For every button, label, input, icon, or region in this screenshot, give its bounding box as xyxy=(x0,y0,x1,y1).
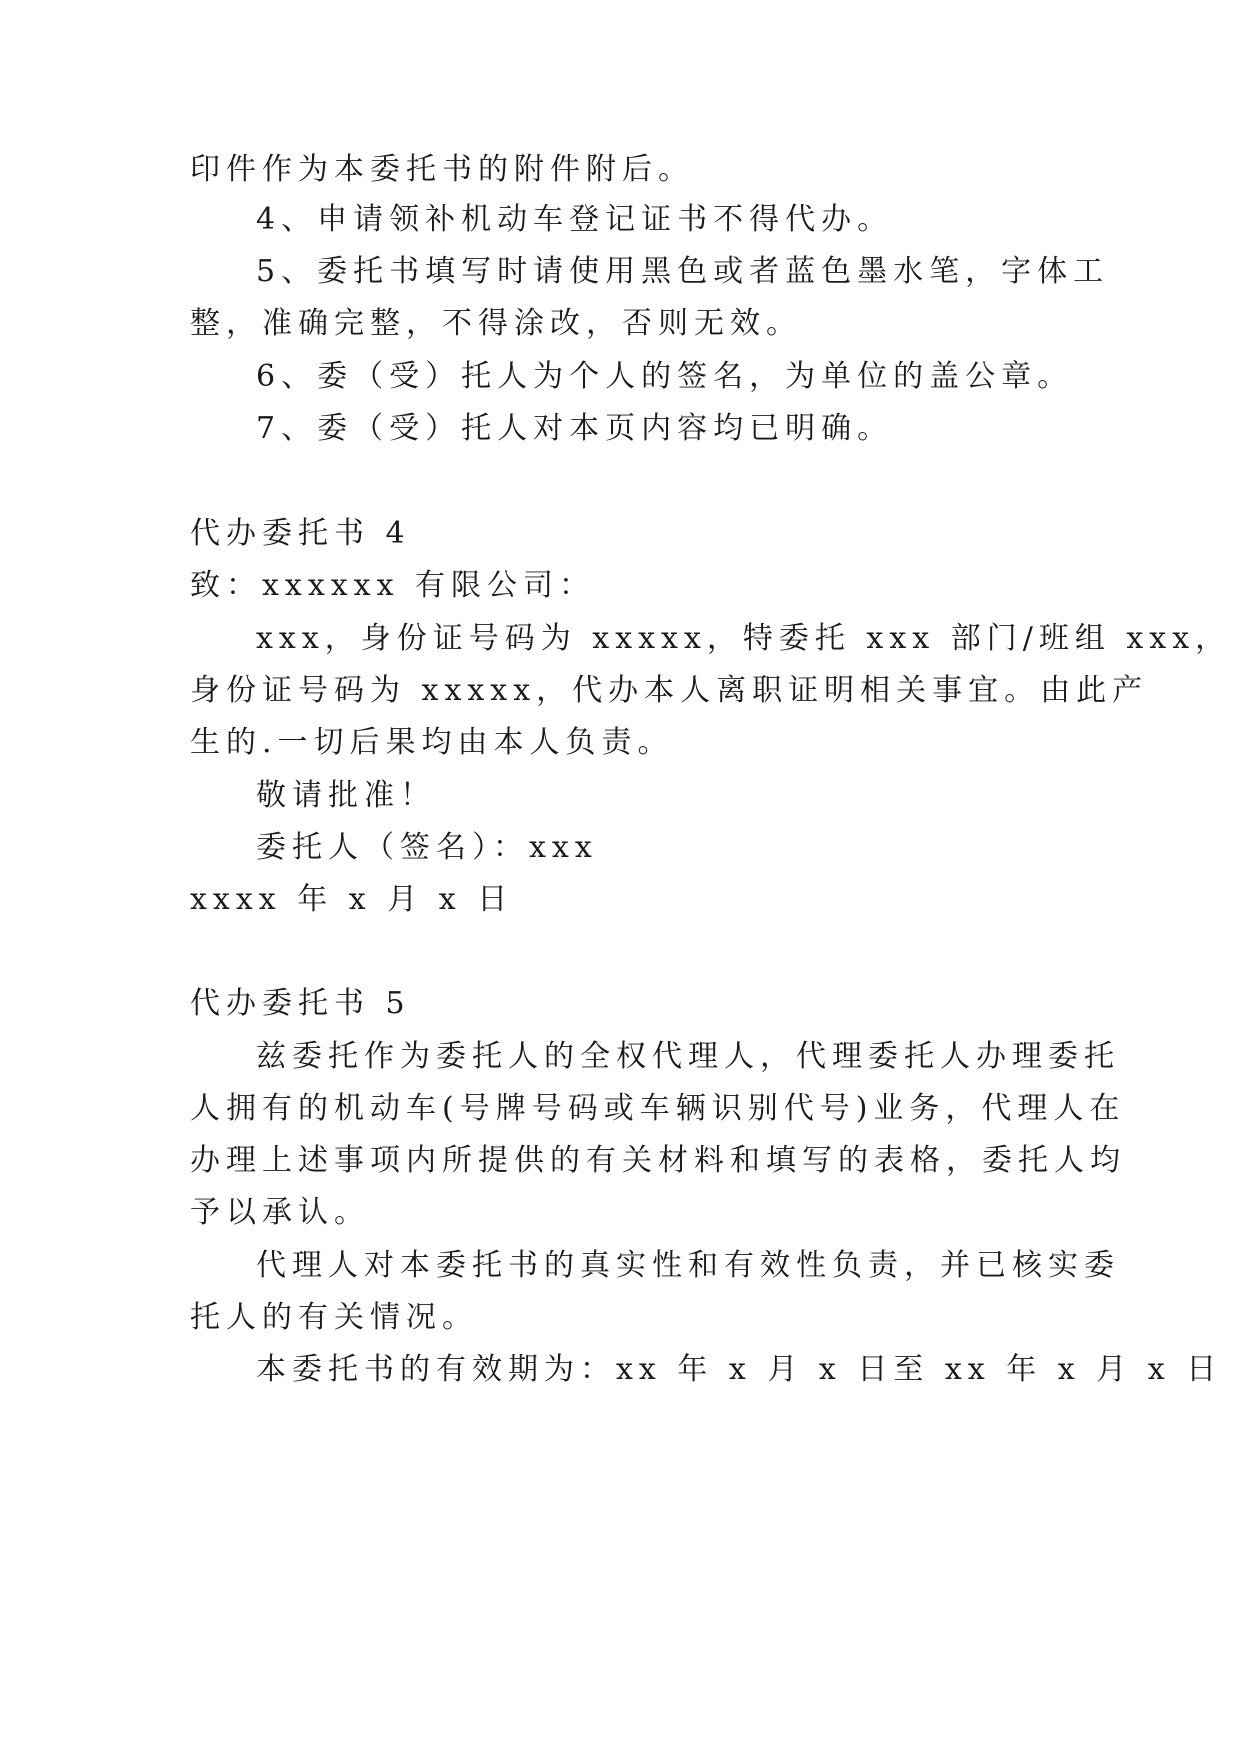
section-5-para-2-line-1: 代理人对本委托书的真实性和有效性负责，并已核实委 xyxy=(256,1248,1120,1283)
list-item-4: 4、申请领补机动车登记证书不得代办。 xyxy=(256,202,894,237)
section-4-signature: 委托人（签名）：xxx xyxy=(256,830,598,865)
section-4-body-line-1: xxx，身份证号码为 xxxxx，特委托 xxx 部门/班组 xxx， xyxy=(256,621,1232,656)
section-5-para-3-line-1: 本委托书的有效期为：xx 年 x 月 x 日至 xx 年 x 月 x 日 xyxy=(256,1352,1223,1387)
section-4-title: 代办委托书 4 xyxy=(190,516,411,551)
list-item-6: 6、委（受）托人为个人的签名，为单位的盖公章。 xyxy=(256,359,1074,394)
section-5-para-1-line-2: 人拥有的机动车(号牌号码或车辆识别代号)业务，代理人在 xyxy=(190,1091,1126,1126)
section-4-closing: 敬请批准！ xyxy=(256,778,436,813)
paragraph-line: 印件作为本委托书的附件附后。 xyxy=(190,152,694,187)
list-item-5-line-1: 5、委托书填写时请使用黑色或者蓝色墨水笔，字体工 xyxy=(256,254,1110,289)
section-5-para-1-line-4: 予以承认。 xyxy=(190,1195,370,1230)
section-4-date: xxxx 年 x 月 x 日 xyxy=(190,882,514,917)
section-5-para-1-line-3: 办理上述事项内所提供的有关材料和填写的表格，委托人均 xyxy=(190,1143,1126,1178)
list-item-7: 7、委（受）托人对本页内容均已明确。 xyxy=(256,411,894,446)
section-5-para-1-line-1: 兹委托作为委托人的全权代理人，代理委托人办理委托 xyxy=(256,1039,1120,1074)
section-5-title: 代办委托书 5 xyxy=(190,986,411,1021)
list-item-5-line-2: 整，准确完整，不得涂改，否则无效。 xyxy=(190,306,802,341)
section-4-recipient: 致：xxxxxx 有限公司： xyxy=(190,568,596,603)
section-4-body-line-2: 身份证号码为 xxxxx，代办本人离职证明相关事宜。由此产 xyxy=(190,673,1149,708)
section-5-para-2-line-2: 托人的有关情况。 xyxy=(190,1300,478,1335)
section-4-body-line-3: 生的.一切后果均由本人负责。 xyxy=(190,725,674,760)
